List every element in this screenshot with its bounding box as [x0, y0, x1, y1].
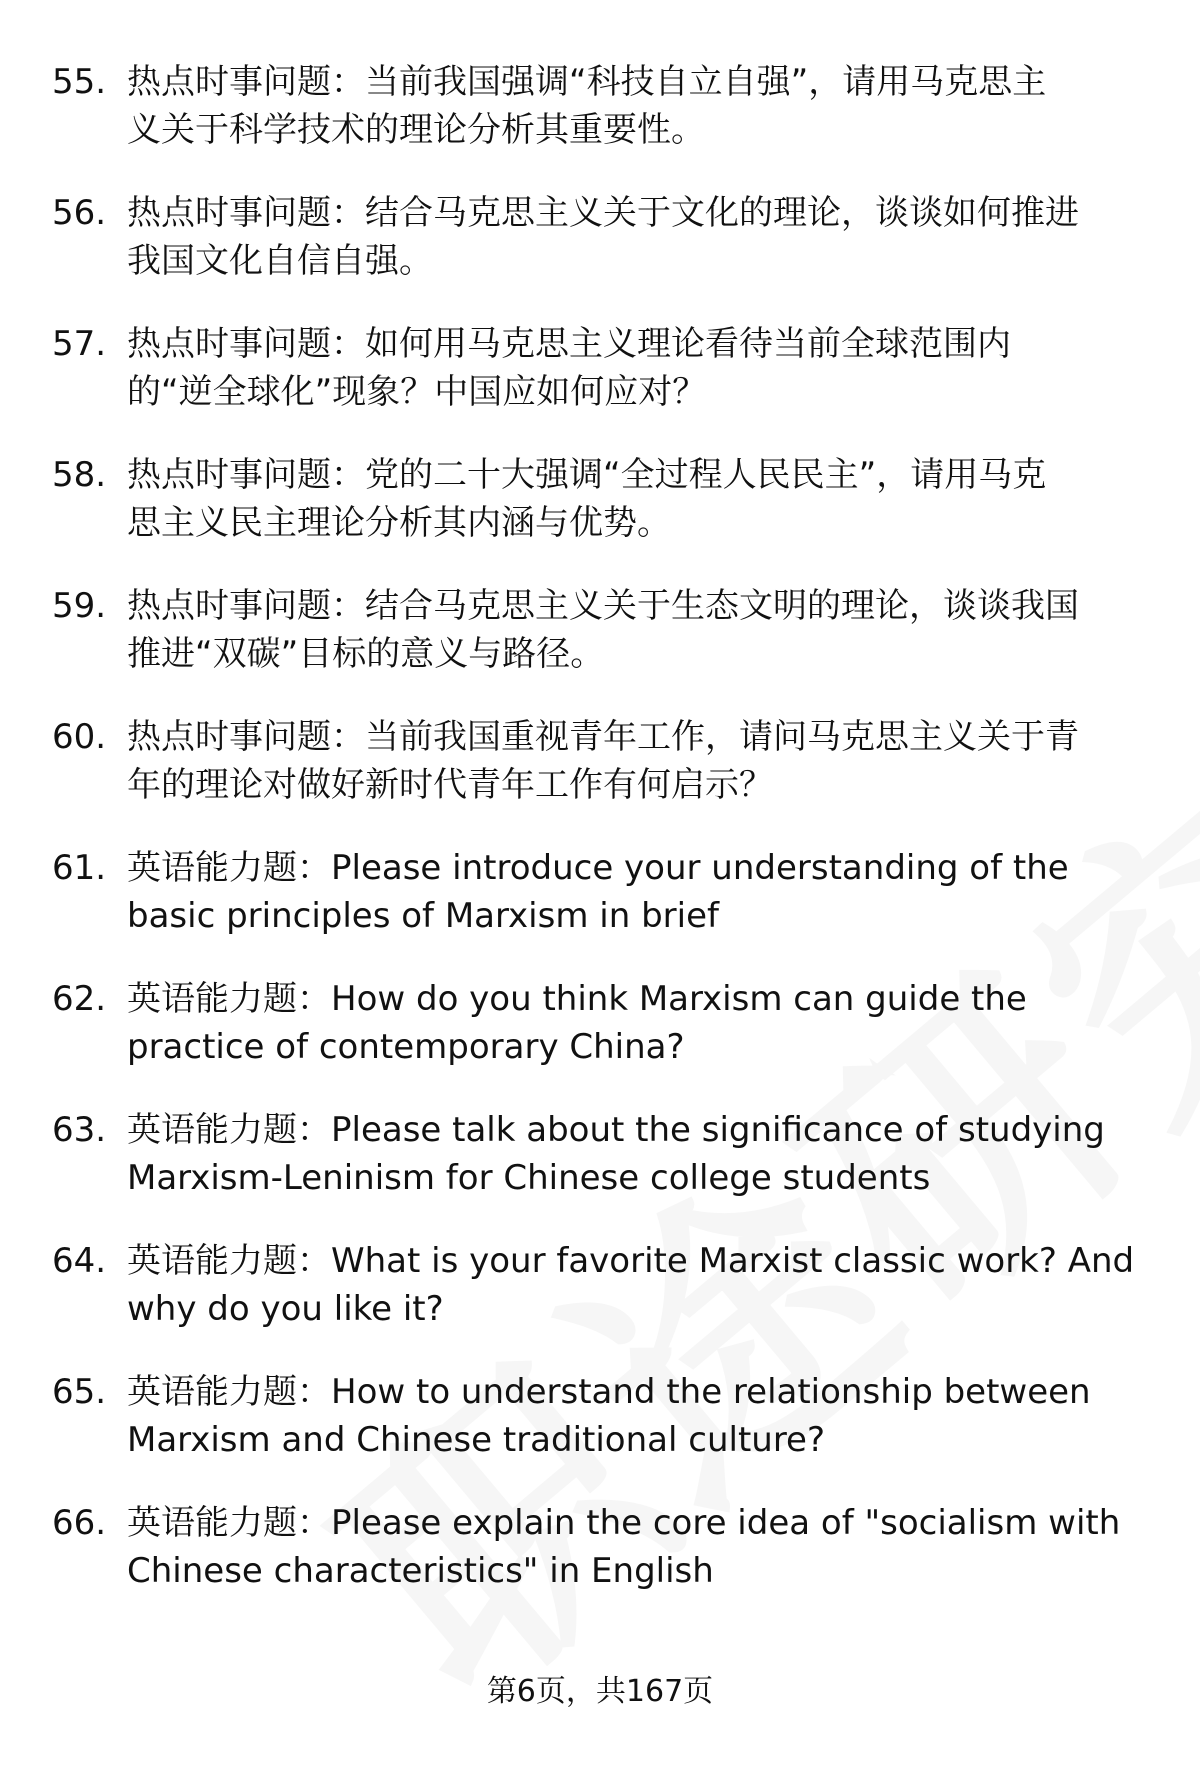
question-line: 英语能力题：Please talk about the significance of studying	[127, 1110, 1105, 1150]
question-line: 热点时事问题：如何用马克思主义理论看待当前全球范围内	[127, 324, 1011, 364]
question-number: 57.	[52, 324, 107, 364]
question-line: 义关于科学技术的理论分析其重要性。	[127, 110, 705, 150]
question-item	[0, 975, 1200, 1106]
question-line: why do you like it?	[127, 1289, 444, 1329]
question-number: 58.	[52, 455, 107, 495]
question-line: 英语能力题：How do you think Marxism can guide the	[127, 979, 1027, 1019]
question-item	[0, 58, 1200, 189]
question-line: basic principles of Marxism in brief	[127, 896, 719, 936]
question-text	[127, 1237, 1147, 1333]
question-text	[127, 1499, 1147, 1595]
question-text	[127, 582, 1147, 678]
question-line: 热点时事问题：党的二十大强调“全过程人民民主”，请用马克	[127, 455, 1047, 495]
question-text	[127, 58, 1147, 154]
question-line: 热点时事问题：当前我国强调“科技自立自强”，请用马克思主	[127, 62, 1047, 102]
question-number: 65.	[52, 1372, 107, 1412]
page-number-footer: 第6页，共167页	[486, 1674, 714, 1709]
question-number: 55.	[52, 62, 107, 102]
question-text	[127, 451, 1147, 547]
question-number: 66.	[52, 1503, 107, 1543]
question-line: 热点时事问题：结合马克思主义关于生态文明的理论，谈谈我国	[127, 586, 1079, 626]
question-item	[0, 189, 1200, 320]
question-text	[127, 189, 1147, 285]
question-number: 61.	[52, 848, 107, 888]
question-item	[0, 320, 1200, 451]
question-line: 英语能力题：How to understand the relationship between	[127, 1372, 1091, 1412]
question-text	[127, 975, 1147, 1071]
question-line: 热点时事问题：当前我国重视青年工作，请问马克思主义关于青	[127, 717, 1079, 757]
question-line: Marxism-Leninism for Chinese college students	[127, 1158, 931, 1198]
question-number: 62.	[52, 979, 107, 1019]
question-line: Chinese characteristics" in English	[127, 1551, 714, 1591]
question-text	[127, 1368, 1147, 1464]
question-item	[0, 844, 1200, 975]
question-line: practice of contemporary China?	[127, 1027, 685, 1067]
question-line: 我国文化自信自强。	[127, 241, 433, 281]
question-item	[0, 582, 1200, 713]
question-number: 64.	[52, 1241, 107, 1281]
question-item	[0, 713, 1200, 844]
question-line: 年的理论对做好新时代青年工作有何启示？	[127, 765, 773, 805]
question-line: 的“逆全球化”现象？中国应如何应对？	[127, 372, 707, 412]
question-number: 59.	[52, 586, 107, 626]
question-text	[127, 844, 1147, 940]
question-item	[0, 1368, 1200, 1499]
question-line: 英语能力题：Please explain the core idea of "socialism with	[127, 1503, 1121, 1543]
question-list	[0, 58, 1200, 1630]
question-item	[0, 451, 1200, 582]
question-text	[127, 713, 1147, 809]
question-line: 英语能力题：Please introduce your understanding of the	[127, 848, 1069, 888]
question-line: Marxism and Chinese traditional culture?	[127, 1420, 826, 1460]
question-line: 热点时事问题：结合马克思主义关于文化的理论，谈谈如何推进	[127, 193, 1079, 233]
question-number: 60.	[52, 717, 107, 757]
question-item	[0, 1106, 1200, 1237]
question-text	[127, 320, 1147, 416]
question-line: 思主义民主理论分析其内涵与优势。	[127, 503, 671, 543]
question-item	[0, 1499, 1200, 1630]
question-text	[127, 1106, 1147, 1202]
question-number: 56.	[52, 193, 107, 233]
question-number: 63.	[52, 1110, 107, 1150]
question-line: 英语能力题：What is your favorite Marxist classic work? And	[127, 1241, 1135, 1281]
question-line: 推进“双碳”目标的意义与路径。	[127, 634, 605, 674]
question-item	[0, 1237, 1200, 1368]
